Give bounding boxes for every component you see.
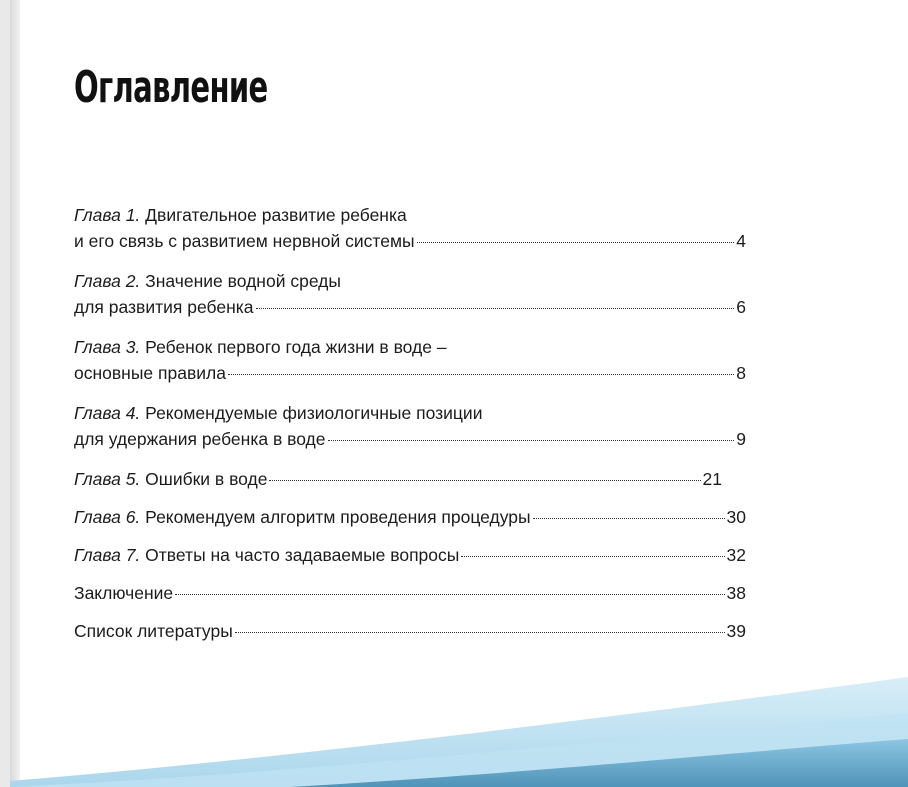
page-number: 6 — [736, 297, 746, 317]
chapter-title-cont: для развития ребенка — [74, 297, 254, 317]
page-number: 32 — [726, 545, 746, 565]
dot-leader — [328, 440, 735, 441]
toc-entry-chapter-1[interactable] — [74, 202, 746, 254]
toc-entry-chapter-2[interactable] — [74, 268, 746, 320]
chapter-label: Глава 6. — [74, 507, 141, 527]
water-wave-decoration — [10, 677, 908, 787]
dot-leader — [417, 242, 735, 243]
dot-leader — [269, 480, 700, 481]
toc-entry-chapter-3[interactable] — [74, 334, 746, 386]
document-page — [10, 0, 908, 787]
chapter-title: Рекомендуемые физиологичные позиции — [145, 403, 483, 423]
page-number: 38 — [726, 583, 746, 603]
page-number: 21 — [702, 469, 722, 489]
chapter-title-cont: основные правила — [74, 363, 226, 383]
page-number: 9 — [736, 429, 746, 449]
dot-leader — [228, 374, 734, 375]
toc-entry-references[interactable] — [74, 618, 746, 644]
page-number: 4 — [736, 231, 746, 251]
chapter-title: Рекомендуем алгоритм проведения процедуры — [145, 507, 531, 527]
page-number: 39 — [726, 621, 746, 641]
chapter-title-cont: для удержания ребенка в воде — [74, 429, 326, 449]
page-number: 8 — [736, 363, 746, 383]
toc-entry-chapter-7[interactable] — [74, 542, 746, 568]
dot-leader — [256, 308, 735, 309]
dot-leader — [175, 594, 724, 595]
page-number: 30 — [726, 507, 746, 527]
dot-leader — [461, 556, 724, 557]
dot-leader — [235, 632, 725, 633]
dot-leader — [533, 518, 725, 519]
chapter-title: Ошибки в воде — [145, 469, 268, 489]
page-edge-shadow — [10, 0, 20, 787]
chapter-title: Значение водной среды — [145, 271, 341, 291]
chapter-title: Ребенок первого года жизни в воде – — [145, 337, 447, 357]
chapter-label: Глава 7. — [74, 545, 141, 565]
entry-title: Заключение — [74, 583, 174, 603]
entry-title: Список литературы — [74, 621, 233, 641]
chapter-label: Глава 2. — [74, 271, 141, 291]
page-title: Оглавление — [74, 62, 268, 113]
toc-entry-chapter-5[interactable] — [74, 466, 722, 492]
chapter-label: Глава 5. — [74, 469, 141, 489]
chapter-label: Глава 3. — [74, 337, 141, 357]
chapter-label: Глава 1. — [74, 205, 141, 225]
toc-entry-conclusion[interactable] — [74, 580, 746, 606]
table-of-contents — [74, 202, 746, 656]
chapter-title: Ответы на часто задаваемые вопросы — [145, 545, 460, 565]
toc-entry-chapter-6[interactable] — [74, 504, 746, 530]
chapter-label: Глава 4. — [74, 403, 141, 423]
chapter-title-cont: и его связь с развитием нервной системы — [74, 231, 415, 251]
chapter-title: Двигательное развитие ребенка — [145, 205, 407, 225]
toc-entry-chapter-4[interactable] — [74, 400, 746, 452]
